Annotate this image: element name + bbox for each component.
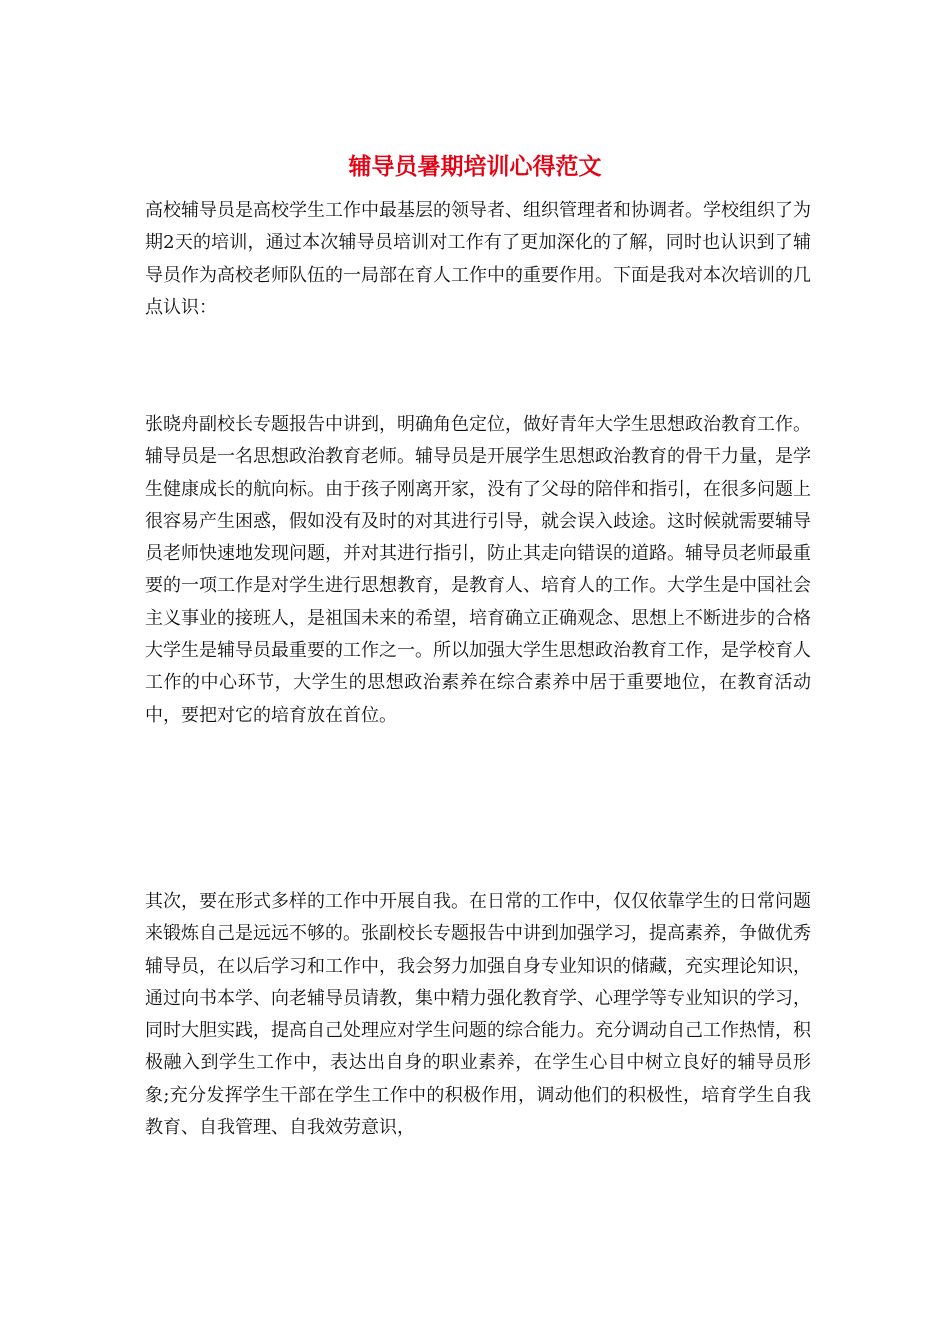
paragraph-role-positioning: 张晓舟副校长专题报告中讲到，明确角色定位，做好青年大学生思想政治教育工作。辅导员是一名思想政治教育老师。辅导员是开展学生思想政治教育的骨干力量，是学生健康成长的航向标。由于孩子刚离开家，没有了父母的陪伴和指引，在很多问题上很容易产生困惑，假如没有及时的对其进行引导，就会误入歧途。这时候就需要辅导员老师快速地发现问题，并对其进行指引，防止其走向错误的道路。辅导员老师最重要的一项工作是对学生进行思想教育，是教育人、培育人的工作。大学生是中国社会主义事业的接班人，是祖国未来的希望，培育确立正确观念、思想上不断进步的合格大学生是辅导员最重要的工作之一。所以加强大学生思想政治教育工作，是学校育人工作的中心环节，大学生的思想政治素养在综合素养中居于重要地位，在教育活动中，要把对它的培育放在首位。 (145, 414, 811, 726)
paragraph-intro: 高校辅导员是高校学生工作中最基层的领导者、组织管理者和协调者。学校组织了为期2天的培训，通过本次辅导员培训对工作有了更加深化的了解，同时也认识到了辅导员作为高校老师队伍的一局部在育人工作中的重要作用。下面是我对本次培训的几点认识： (145, 200, 811, 318)
paragraph-self-development: 其次，要在形式多样的工作中开展自我。在日常的工作中，仅仅依靠学生的日常问题来锻炼自己是远远不够的。张副校长专题报告中讲到加强学习，提高素养，争做优秀辅导员，在以后学习和工作中，我会努力加强自身专业知识的储藏，充实理论知识，通过向书本学、向老辅导员请教，集中精力强化教育学、心理学等专业知识的学习，同时大胆实践，提高自己处理应对学生问题的综合能力。充分调动自己工作热情，积极融入到学生工作中，表达出自身的职业素养，在学生心目中树立良好的辅导员形象;充分发挥学生干部在学生工作中的积极作用，调动他们的积极性，培育学生自我教育、自我管理、自我效劳意识， (145, 891, 811, 1139)
document-title: 辅导员暑期培训心得范文 (348, 153, 602, 180)
